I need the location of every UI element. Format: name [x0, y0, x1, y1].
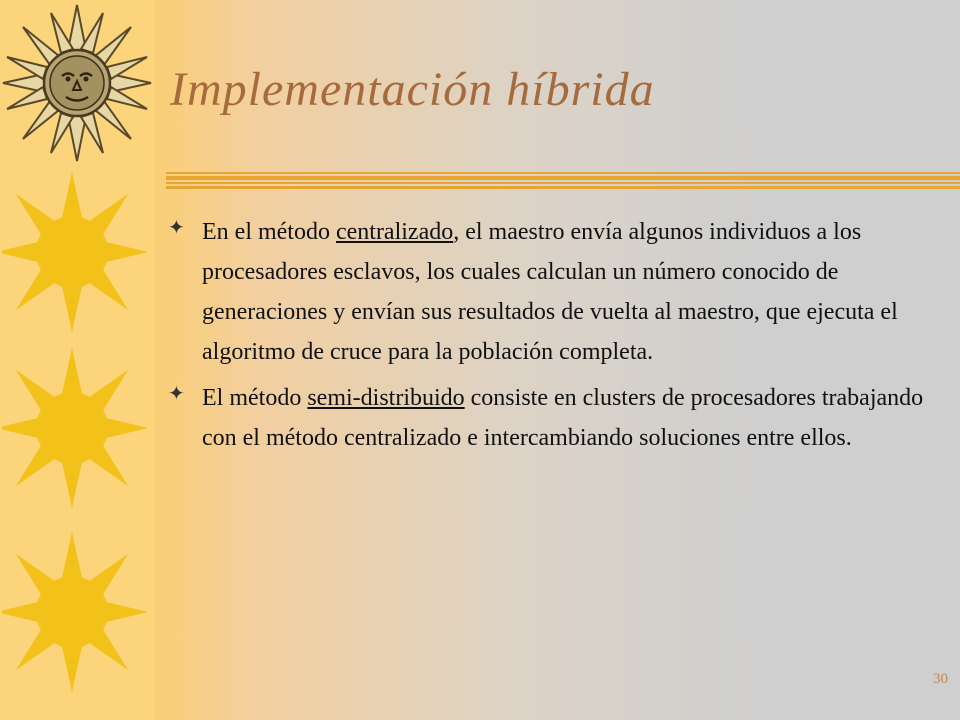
bullet-text: , el maestro envía algunos individuos a los procesadores esclavos, los cuales calculan un número conocido de generaciones y envían sus resultados de vuelta al maestro, que ejecuta el algoritmo de cruce para la población completa. [202, 219, 898, 366]
sun-icon [2, 172, 152, 332]
underlined-term: centralizado [335, 219, 454, 245]
bullet-item [168, 378, 928, 458]
sun-face-icon [2, 4, 152, 162]
underlined-term: semi-distribuido [307, 385, 465, 412]
slide-title: Implementación híbrida [170, 63, 655, 116]
bullet-text: En el método [202, 219, 336, 245]
star-bullet-icon: ✦ [168, 383, 185, 406]
star-bullet-icon: ✦ [168, 217, 185, 239]
title-underline-rule [166, 172, 960, 192]
page-number: 30 [933, 671, 948, 687]
bullet-text: El método [202, 385, 308, 412]
bullet-item [168, 212, 928, 372]
sun-icon [2, 348, 152, 508]
slide-body [168, 212, 928, 464]
bullet-text: consiste en clusters de procesadores trabajando con el método centralizado e intercambiando soluciones entre ellos. [202, 385, 924, 452]
sun-icon [2, 530, 152, 700]
